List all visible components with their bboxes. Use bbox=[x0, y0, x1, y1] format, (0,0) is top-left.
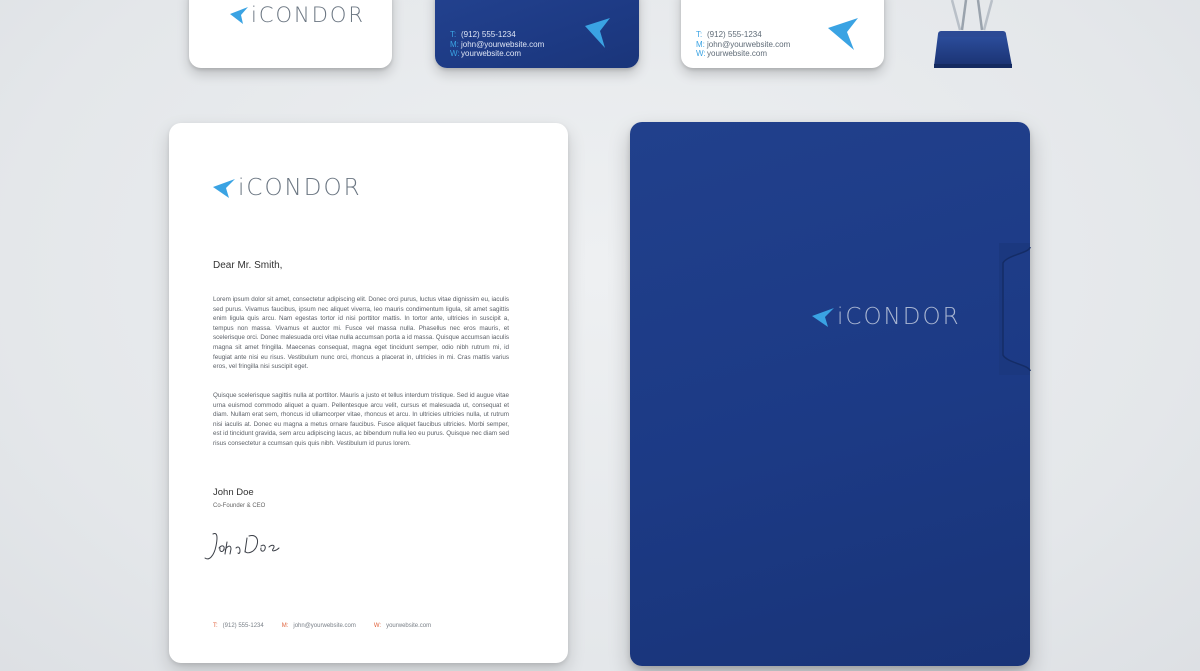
card-logo bbox=[229, 3, 365, 27]
card-contact-block: T: (912) 555-1234 M: john@yourwebsite.com W:yourwebsite.com bbox=[450, 30, 545, 58]
card-email: john@yourwebsite.com bbox=[707, 39, 791, 49]
business-card-back-navy bbox=[435, 0, 639, 68]
folder-brand-name: iCONDOR bbox=[837, 304, 961, 330]
condor-mark-icon bbox=[583, 16, 613, 50]
folder-pocket-tab bbox=[999, 243, 1039, 375]
letter-sender-name: John Doe bbox=[213, 487, 254, 498]
footer-email: M: john@yourwebsite.com bbox=[281, 623, 356, 629]
footer-phone: T: (912) 555-1234 bbox=[213, 623, 264, 629]
letter-sender-title: Co-Founder & CEO bbox=[213, 503, 266, 509]
card-website: yourwebsite.com bbox=[707, 49, 768, 58]
letterhead-page bbox=[169, 123, 568, 663]
letterhead-brand-name: iCONDOR bbox=[238, 175, 362, 201]
handwritten-signature bbox=[203, 528, 293, 564]
letter-salutation: Dear Mr. Smith, bbox=[213, 260, 283, 271]
business-card-back-white bbox=[681, 0, 884, 68]
letter-footer-contact bbox=[213, 623, 431, 629]
condor-mark-icon bbox=[827, 16, 861, 52]
letter-paragraph-1: Lorem ipsum dolor sit amet, consectetur adipiscing elit. Donec orci purus, luctus vitae dignissim eu, iaculis sed purus. Vivamus faucibus, ipsum nec aliquet viverra, leo mauris condimentum ligula, sit amet sagittis enim ligula quis arcu. Nam egestas tortor id nisi porttitor mattis. In tortor ante, ultricies in suscipit a, tempus non massa. Vivamus et auctor mi. Fusce vel massa nulla. Phasellus nec eros mauris, et scelerisque orci. Donec malesuada orci vitae nulla accumsan porta a id massa. Quisque accumsan iaculis magna sit amet fringilla. Maecenas consequat, magna eget tincidunt semper, odio nibh rutrum mi, id feugiat ante nisi eu risus. Vestibulum nunc orci, rhoncus a placerat in, ultricies in mi. Cras mattis varius eros, vel fringilla nisi suscipit eget. bbox=[213, 296, 509, 371]
binder-clip-icon bbox=[932, 0, 1014, 70]
card-phone: (912) 555-1234 bbox=[707, 30, 762, 39]
card-website: yourwebsite.com bbox=[461, 49, 522, 58]
card-brand-name: iCONDOR bbox=[251, 3, 366, 27]
presentation-folder bbox=[630, 122, 1030, 666]
letterhead-logo bbox=[212, 175, 362, 201]
card-contact-block: T: (912) 555-1234 M: john@yourwebsite.com W:yourwebsite.com bbox=[696, 30, 791, 58]
condor-logo-icon bbox=[811, 306, 835, 328]
condor-logo-icon bbox=[212, 177, 236, 199]
letter-paragraph-2: Quisque scelerisque sagittis nulla at porttitor. Mauris a justo et tellus interdum tristique. Sed id augue vitae urna euismod commodo aliquet a quam. Pellentesque arcu velit, cursus et malesuada ut, consequat et diam. Nullam erat sem, rhoncus id ullamcorper vitae, rhoncus et arcu. In ultricies ultricies nulla, ut rutrum nisi iaculis at. Donec eu magna a metus ornare faucibus. Fusce aliquet faucibus ultricies. Morbi semper, est id tincidunt gravida, sem arcu adipiscing lacus, ac bibendum nulla leo eu purus. Quisque nec diam sed risus consectetur a ccumsan quis quis nibh. Vestibulum id purus lorem. bbox=[213, 392, 509, 447]
card-phone: (912) 555-1234 bbox=[461, 30, 516, 39]
business-card-front bbox=[189, 0, 392, 68]
card-email: john@yourwebsite.com bbox=[461, 39, 545, 49]
footer-website: W: yourwebsite.com bbox=[373, 623, 432, 629]
folder-logo bbox=[811, 304, 961, 330]
condor-logo-icon bbox=[229, 5, 249, 25]
